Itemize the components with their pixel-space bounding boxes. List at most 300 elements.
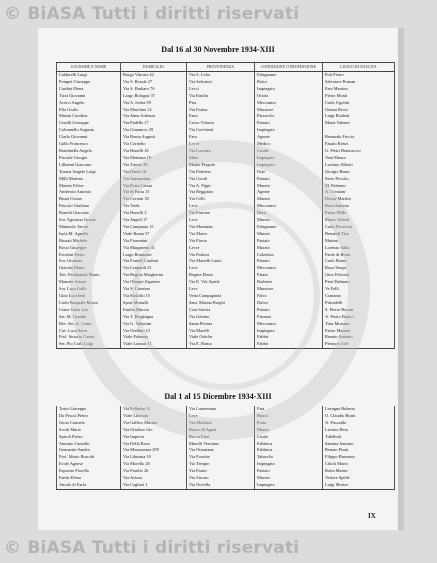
table-cell: Fabbri xyxy=(255,341,323,348)
table-cell: Meccanico xyxy=(255,100,323,107)
table-cell: Rocca Fieri xyxy=(187,434,255,441)
table-row xyxy=(57,183,395,190)
table-cell: Faedo Elena xyxy=(57,475,121,482)
table-cell: Pisa xyxy=(187,100,255,107)
table-cell: Borgo Vittoria 42 xyxy=(121,72,187,79)
table-cell: Rev. Ser. A. Conte xyxy=(57,321,121,328)
table-cell: Dulvo xyxy=(255,300,323,307)
table-row xyxy=(57,72,395,79)
table-cell: Antonio Caniello xyxy=(57,441,121,448)
table-cell: Medico xyxy=(255,141,323,148)
table-cell: Murato xyxy=(255,217,323,224)
table-cell: Via Palermo xyxy=(187,169,255,176)
table-cell: Lavagna Roberto xyxy=(323,406,395,413)
table-cell: Viale Palermo xyxy=(121,334,187,341)
table-row xyxy=(57,176,395,183)
table-cell: M. Palermo xyxy=(323,183,395,190)
table-cell: Via Parmi xyxy=(187,468,255,475)
table-cell: Pisani xyxy=(255,272,323,279)
table-cell: Romeli Giacomo xyxy=(57,210,121,217)
table-row xyxy=(57,420,395,427)
table-cell: Cerulli Giuseppe xyxy=(57,120,121,127)
table-cell: Mainzolo Tarvio xyxy=(57,224,121,231)
table-cell: Pastaio xyxy=(255,238,323,245)
table-cell: Pastaio xyxy=(255,120,323,127)
table-cell: Meccanico xyxy=(255,203,323,210)
table-row xyxy=(57,224,395,231)
table-cell: Fabbrica xyxy=(255,441,323,448)
table-cell: Impiegato xyxy=(255,155,323,162)
table-cell: Via Trieste 29 xyxy=(121,162,187,169)
table-cell: Via Lorenzo xyxy=(187,148,255,155)
table-cell: Emilio Murcia xyxy=(121,307,187,314)
table-cell: Via Avizza xyxy=(121,475,187,482)
table-row xyxy=(57,286,395,293)
column-header: DOMICILIO xyxy=(121,63,187,72)
table-cell: Mare xyxy=(187,155,255,162)
table-cell: Fabbrica xyxy=(255,447,323,454)
table-cell: Via Fratelli Cardoni xyxy=(121,258,187,265)
table-cell: Lece xyxy=(187,413,255,420)
table-cell: Regina Elena xyxy=(187,272,255,279)
table-cell: Fano xyxy=(187,113,255,120)
table-cell: Via Reggiano xyxy=(187,189,255,196)
table-cell: Via Frarone xyxy=(187,210,255,217)
table-cell: Lecce xyxy=(187,245,255,252)
table-cell: Via E. Roma xyxy=(187,341,255,348)
table-cell: Via Cerioni 35 xyxy=(121,196,187,203)
table-cell: Ecole Agnese xyxy=(57,461,121,468)
table-row xyxy=(57,217,395,224)
table-cell: Tabacchi xyxy=(255,454,323,461)
table-cell: A. Fuscaldo xyxy=(323,420,395,427)
table-cell: Impiegato xyxy=(255,162,323,169)
table-cell: Prof. Mario Bracchi xyxy=(57,454,121,461)
column-header: COGNOME E NOME xyxy=(57,63,121,72)
table-cell: Paolo di Rossi xyxy=(323,252,395,259)
table-cell: Cav. Luca Serra xyxy=(57,328,121,335)
table-cell: Gioia Carmelo xyxy=(57,420,121,427)
table-cell: Largo Bologna 37 xyxy=(121,93,187,100)
document-page xyxy=(38,28,398,530)
table-cell: Gennarini Sandro xyxy=(57,447,121,454)
table-cell: Vetta Campagnola xyxy=(187,293,255,300)
table-cell: Bruni Cesare xyxy=(57,196,121,203)
table-row xyxy=(57,482,395,489)
table-cell: Via Otellino 15 xyxy=(121,328,187,335)
table-cell: Via A. Ivetta 59 xyxy=(121,100,187,107)
table-cell: Veni Mauro xyxy=(323,155,395,162)
table-cell: Dottor Martini xyxy=(323,196,395,203)
table-cell: Via Annunziata xyxy=(121,176,187,183)
table-cell: Via Mezzasoma 299 xyxy=(121,447,187,454)
table-row xyxy=(57,475,395,482)
table-cell: Via Marelli xyxy=(187,328,255,335)
table-cell: Prof. Siriotto Castro xyxy=(57,334,121,341)
table-row xyxy=(57,454,395,461)
table-cell: Via Margaretta 41 xyxy=(121,245,187,252)
table-cell: Via Leopardi 31 xyxy=(121,265,187,272)
watermark-top: © BiASA Tutti i diritti riservati xyxy=(4,4,300,24)
table-row xyxy=(57,203,395,210)
table-cell: Pisciale Giorgio xyxy=(57,155,121,162)
table-cell: Via Mentana 10 xyxy=(121,155,187,162)
table-row xyxy=(57,341,395,348)
table-row xyxy=(57,441,395,448)
table-cell: Acerci Angelo xyxy=(57,100,121,107)
table-row xyxy=(57,300,395,307)
table-cell: Ciarlo Giovanni xyxy=(57,134,121,141)
table-cell: Renato Pisati xyxy=(323,447,395,454)
table-cell: Via Morello 26 xyxy=(121,461,187,468)
table-cell: Ercolini Pietro xyxy=(57,252,121,259)
table-cell: Via S. Lelia xyxy=(187,72,255,79)
table-cell: Fabbri xyxy=(255,334,323,341)
table-cell: Via Campania 15 xyxy=(121,224,187,231)
table-cell: Gallo Francesco xyxy=(57,141,121,148)
table-cell: Dora xyxy=(255,210,323,217)
table-cell: Via Emilia xyxy=(187,93,255,100)
table-cell: Via Ottolino Gio xyxy=(121,427,187,434)
table-cell: Impiegato xyxy=(255,461,323,468)
table-cell: Via S. Barbaro 76 xyxy=(121,86,187,93)
table-cell: Via Salvatori xyxy=(187,79,255,86)
table-cell: Bernardi Tiso xyxy=(323,231,395,238)
table-cell: Salvatore Roman xyxy=(323,79,395,86)
table-cell: Via Liburnia 10 xyxy=(121,454,187,461)
table-row xyxy=(57,189,395,196)
table-row xyxy=(57,93,395,100)
table-cell: Via Tempio xyxy=(187,461,255,468)
table-cell: Poli Pietro xyxy=(323,72,395,79)
table-cell: Via Della Rosa xyxy=(121,441,187,448)
table-cell: Pastaio xyxy=(255,307,323,314)
table-cell: Pastaio xyxy=(255,468,323,475)
table-row xyxy=(57,210,395,217)
table-row xyxy=(57,468,395,475)
table-cell: Via Panfilo 26 xyxy=(121,468,187,475)
table-cell: Giacobi Mario xyxy=(57,265,121,272)
table-cell: Rondinella Angelo xyxy=(57,148,121,155)
table-cell: Viale Roma 37 xyxy=(121,231,187,238)
table-cell: Monte Pergolo xyxy=(187,162,255,169)
table-cell: Renato Antonio xyxy=(323,334,395,341)
table-row xyxy=(57,447,395,454)
table-cell: Boito xyxy=(255,79,323,86)
table-cell: Agente xyxy=(255,134,323,141)
table-row xyxy=(57,134,395,141)
table-cell: Pastaio xyxy=(255,258,323,265)
table-row xyxy=(57,265,395,272)
table-cell: Colonnello Augusto xyxy=(57,127,121,134)
table-cell: Corso Vittorio xyxy=(187,120,255,127)
table-cell: Via T. Borghigna xyxy=(121,314,187,321)
table-cell: Santina Antonio xyxy=(323,441,395,448)
table-cell: Cisalo xyxy=(255,434,323,441)
table-cell: Parrucchi xyxy=(255,113,323,120)
table-cell: Falco xyxy=(255,293,323,300)
table-row xyxy=(57,258,395,265)
table-cell: Falegname xyxy=(255,72,323,79)
table-cell: Lillianni Giacomo xyxy=(57,162,121,169)
table-cell: Tirta Moriano xyxy=(323,321,395,328)
table-row xyxy=(57,100,395,107)
table-cell: Pascolo Giuliano xyxy=(57,203,121,210)
table-cell: Luigi Morini xyxy=(323,482,395,489)
table-cell: Viale Ortiche xyxy=(187,334,255,341)
table-cell: Via Gallico Marina xyxy=(121,420,187,427)
column-header: CONDIZIONE O PROFESSIONE xyxy=(255,63,323,72)
table-cell: Impiegato xyxy=(255,86,323,93)
table-row xyxy=(57,169,395,176)
table-cell: Viale Lazzari 11 xyxy=(121,341,187,348)
table-cell: Via Oltrepò Zapatere xyxy=(121,279,187,286)
table-cell: Liviano Reto xyxy=(323,427,395,434)
table-cell: Gianni Rossi xyxy=(323,107,395,114)
table-cell: Sor. Giuliano xyxy=(57,258,121,265)
table-cell: Via Imperia xyxy=(121,434,187,441)
register-table-november xyxy=(56,62,395,349)
table-cell: Pisa xyxy=(255,406,323,413)
table-row xyxy=(57,245,395,252)
table-cell: Impiegato xyxy=(255,127,323,134)
table-row xyxy=(57,127,395,134)
table-cell: Lece xyxy=(187,203,255,210)
table-row xyxy=(57,148,395,155)
table-cell: Cardini Elena xyxy=(57,86,121,93)
table-cell: Pietrucci Gel xyxy=(323,341,395,348)
table-cell: Via Fiorentini xyxy=(121,238,187,245)
table-cell: Tidellotti xyxy=(323,434,395,441)
table-cell: Bernardo Fuccia xyxy=(323,134,395,141)
table-cell: Impiegato xyxy=(255,482,323,489)
section-heading-november: Dal 16 al 30 Novembre 1934-XIII xyxy=(161,45,275,54)
table-cell: Masini Carolina xyxy=(57,113,121,120)
register-table-december xyxy=(56,406,395,490)
table-row xyxy=(57,162,395,169)
table-cell: Isola M. Agnella xyxy=(57,231,121,238)
table-row xyxy=(57,252,395,259)
table-cell: Lece xyxy=(187,265,255,272)
table-cell: Pietro Marone xyxy=(323,328,395,335)
table-cell: Luciano Alberti xyxy=(323,162,395,169)
table-cell: Via Cornelio xyxy=(121,141,187,148)
table-row xyxy=(57,141,395,148)
table-cell: Lecce xyxy=(187,141,255,148)
table-cell: Via Ottoniana xyxy=(187,447,255,454)
table-cell: Brusati Michele xyxy=(57,238,121,245)
table-row xyxy=(57,79,395,86)
table-cell: Vettore Spelle xyxy=(323,475,395,482)
table-cell: Fara xyxy=(187,134,255,141)
table-cell: Carlo Ugolini xyxy=(323,100,395,107)
table-cell: Rosa Antonio xyxy=(323,203,395,210)
table-cell: Pietro Mille xyxy=(323,210,395,217)
table-row xyxy=(57,120,395,127)
table-cell: Sor. Luca Gallo xyxy=(57,286,121,293)
table-cell: Via Gianturco 29 xyxy=(121,127,187,134)
table-cell: Erre Martino xyxy=(323,86,395,93)
table-row xyxy=(57,434,395,441)
table-cell: Via S. Rosale 27 xyxy=(121,79,187,86)
table-cell: Barbiere xyxy=(255,279,323,286)
table-cell: Tosia Giuseppe xyxy=(57,406,121,413)
table-cell: Via Dante 16 xyxy=(121,169,187,176)
table-cell: Lecci xyxy=(187,86,255,93)
table-cell: Via Pellarini 11 xyxy=(121,406,187,413)
table-cell: Muratore xyxy=(255,107,323,114)
table-cell: Filippo Bruneato xyxy=(323,454,395,461)
table-cell: Via Gettino xyxy=(187,314,255,321)
table-cell: Giorgio Bruni xyxy=(323,169,395,176)
table-row xyxy=(57,272,395,279)
table-cell: Spiroli Pietro xyxy=(57,434,121,441)
table-cell: Luigi Biadetti xyxy=(323,113,395,120)
table-cell: Porta xyxy=(255,420,323,427)
table-row xyxy=(57,86,395,93)
table-cell: Pompei Giuseppe xyxy=(57,79,121,86)
table-cell: Sport Mortalli xyxy=(121,300,187,307)
table-cell: Via Porta Cassia xyxy=(121,183,187,190)
table-row xyxy=(57,293,395,300)
table-cell: Conte Gioia Leo xyxy=(57,307,121,314)
column-header: LUOGO DI NASCITA xyxy=(323,63,395,72)
table-row xyxy=(57,107,395,114)
table-cell: Meccanico xyxy=(255,321,323,328)
table-cell: Via Martelli Lazio xyxy=(187,258,255,265)
table-cell: A. Pietro Bonici xyxy=(323,314,395,321)
table-cell: Lorenzo Salta xyxy=(323,245,395,252)
table-cell: Contanto xyxy=(323,293,395,300)
table-row xyxy=(57,113,395,120)
table-cell: Caldarelli Luigi xyxy=(57,72,121,79)
table-cell: Via Sisorto xyxy=(187,475,255,482)
table-cell: Sant. Marina Borghi xyxy=(187,300,255,307)
table-cell: Mario Valenti xyxy=(323,217,395,224)
table-cell: Murato xyxy=(255,245,323,252)
section-heading-december: Dal 1 al 15 Dicembre 1934-XIII xyxy=(164,392,272,401)
table-cell: Milli Martino xyxy=(57,176,121,183)
table-cell: Via Celli xyxy=(187,196,255,203)
table-cell: Mancini Arturo xyxy=(57,279,121,286)
table-cell: Rotta Marini xyxy=(323,468,395,475)
table-row xyxy=(57,461,395,468)
table-cell: Via Corali xyxy=(187,176,255,183)
table-cell: Gino Felicetti xyxy=(323,272,395,279)
table-row xyxy=(57,196,395,203)
table-cell: Gino Lucchetti xyxy=(57,293,121,300)
table-cell: Agente xyxy=(255,189,323,196)
table-cell: Largo Bramante xyxy=(121,252,187,259)
table-cell: Muratore xyxy=(255,286,323,293)
table-cell: Cota Savoia xyxy=(187,307,255,314)
table-cell: Tizzi Giovanni xyxy=(57,93,121,100)
table-row xyxy=(57,427,395,434)
table-row xyxy=(57,279,395,286)
table-cell: Via Cerchietti xyxy=(187,127,255,134)
table-cell: Via Fioria xyxy=(187,238,255,245)
table-cell: Via Farina xyxy=(187,107,255,114)
table-cell: Via Novella xyxy=(187,482,255,489)
table-row xyxy=(57,321,395,328)
table-cell: Via A. Pippi xyxy=(187,183,255,190)
table-cell: A. Cristiani xyxy=(323,189,395,196)
table-cell: Via G. Valentini xyxy=(121,321,187,328)
table-cell: O. Claudio Bruni xyxy=(323,413,395,420)
table-cell: Tosana Angelo Luigi xyxy=(57,169,121,176)
table-cell: Marina xyxy=(323,238,395,245)
table-cell: Mazzo xyxy=(255,427,323,434)
table-cell: Esposito Fiorello xyxy=(57,468,121,475)
table-cell: Carlo Pasquale Mezia xyxy=(57,300,121,307)
table-cell: Via E. Viti Aprile xyxy=(187,279,255,286)
table-cell: Murato xyxy=(255,231,323,238)
table-cell: Via Bonelli 3 xyxy=(121,210,187,217)
table-row xyxy=(57,231,395,238)
table-row xyxy=(57,238,395,245)
table-cell: Bracci xyxy=(255,413,323,420)
table-cell: Maria Valenzi xyxy=(323,120,395,127)
table-cell: Via Anna Ardenza xyxy=(121,113,187,120)
table-cell: Calzolaio xyxy=(255,252,323,259)
table-row xyxy=(57,334,395,341)
table-cell: Ciboli Mario xyxy=(323,461,395,468)
table-cell: Rossi Giuseppe xyxy=(57,245,121,252)
page-shadow xyxy=(398,28,404,530)
table-cell: Murato xyxy=(255,183,323,190)
table-cell: Pieri Dalmato xyxy=(323,279,395,286)
table-cell: Murato xyxy=(255,196,323,203)
table-cell: G. Pietri Brancaccio xyxy=(323,148,395,155)
table-cell: Pietro Monti xyxy=(323,93,395,100)
table-cell: Via Verdi xyxy=(121,203,187,210)
table-cell: Pitiradelli xyxy=(323,300,395,307)
table-cell: Via Angeli 17 xyxy=(121,217,187,224)
table-cell: Via S. Caterina xyxy=(121,286,187,293)
table-cell: Impiegato xyxy=(255,328,323,335)
table-cell: Lece xyxy=(187,217,255,224)
table-cell: Fisteani xyxy=(255,314,323,321)
page-number: IX xyxy=(368,512,376,520)
table-row xyxy=(57,155,395,162)
table-row xyxy=(57,328,395,335)
table-cell: Falegname xyxy=(255,224,323,231)
table-cell: Carlo Roma xyxy=(323,258,395,265)
table-cell: Ten. Ferdinando Mario xyxy=(57,272,121,279)
table-cell: Via Padella 17 xyxy=(121,120,187,127)
table-row xyxy=(57,413,395,420)
table-cell: Via Marta xyxy=(187,231,255,238)
table-cell: Via Padova xyxy=(187,252,255,259)
table-cell: Via Cagliari 1 xyxy=(121,482,187,489)
table-cell: Via Morlotta xyxy=(187,420,255,427)
table-cell: Murato xyxy=(255,475,323,482)
table-cell: Via Maiolina 12 xyxy=(121,107,187,114)
table-cell: Carlo Ferreccia xyxy=(323,224,395,231)
table-cell: Lece xyxy=(187,286,255,293)
table-cell: Via di Porta 15 xyxy=(121,189,187,196)
table-cell: S. Pierre Boroni xyxy=(323,307,395,314)
table-row xyxy=(57,406,395,413)
watermark-bottom: © BiASA Tutti i diritti riservati xyxy=(4,538,300,558)
table-cell: Via Laurentana xyxy=(187,406,255,413)
table-cell: Santa Pierina xyxy=(187,321,255,328)
table-cell: Via Rodolfo 15 xyxy=(121,293,187,300)
table-cell: Scotti Mario xyxy=(57,427,121,434)
table-cell: Via Roma Augusti xyxy=(121,134,187,141)
table-cell: Amolo di Farfa xyxy=(57,482,121,489)
table-cell: Casale xyxy=(255,148,323,155)
